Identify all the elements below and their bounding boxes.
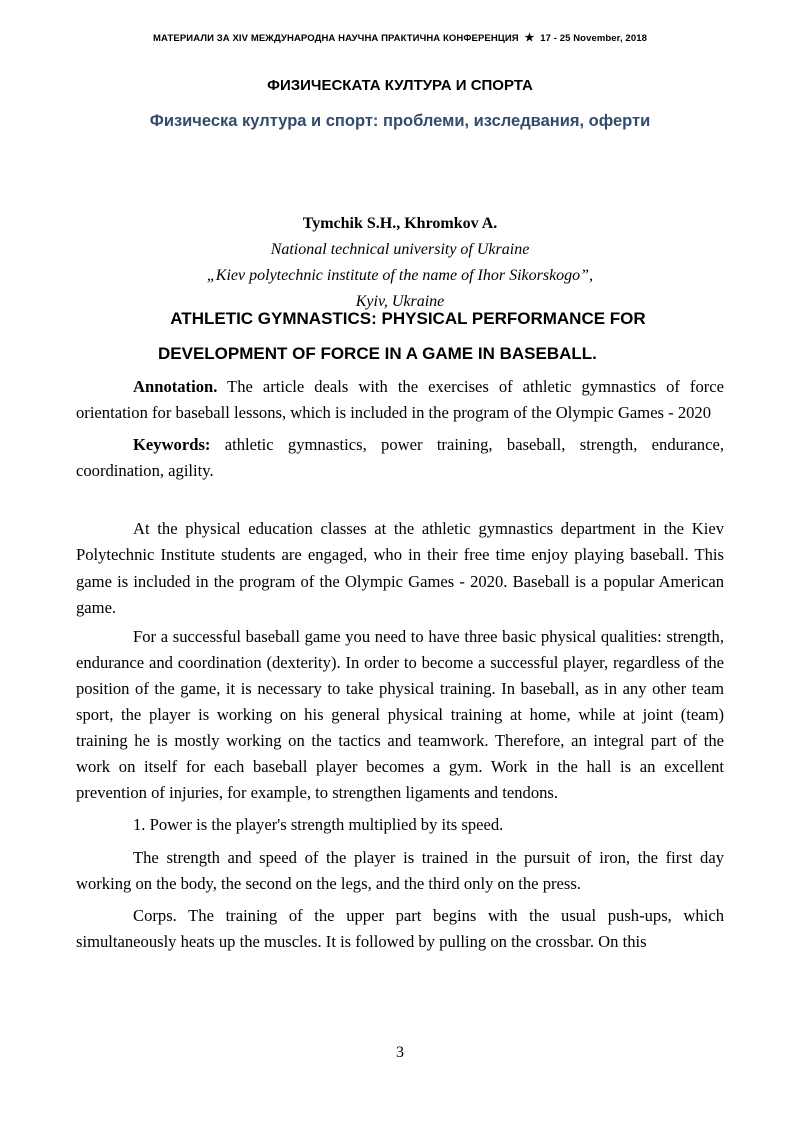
running-header	[0, 31, 800, 44]
paper-title-line-2: DEVELOPMENT OF FORCE IN A GAME IN BASEBALL.	[158, 344, 597, 363]
keywords-text: athletic gymnastics, power training, baseball, strength, endurance, coordination, agility.	[76, 435, 724, 481]
page-number: 3	[396, 1044, 404, 1061]
annotation-label: Annotation.	[133, 377, 218, 396]
body-paragraph-4: The strength and speed of the player is trained in the pursuit of iron, the first day working on the body, the second on the legs, and the third only on the press.	[76, 847, 724, 893]
section-subtitle: Физическа култура и спорт: проблеми, изследвания, оферти	[149, 112, 651, 130]
affiliation-line-1: National technical university of Ukraine	[270, 241, 530, 258]
article-body	[76, 374, 724, 955]
section-title: ФИЗИЧЕСКАТА КУЛТУРА И СПОРТА	[267, 77, 533, 94]
body-paragraph-1: At the physical education classes at the athletic gymnastics department in the Kiev Polytechnic Institute students are engaged, who in their free time enjoy playing baseball. This game is included in the program of the Olympic Games - 2020. Baseball is a popular American game.	[76, 519, 724, 617]
author-names: Tymchik S.H., Khromkov A.	[302, 215, 498, 232]
body-paragraph-3: 1. Power is the player's strength multiplied by its speed.	[133, 815, 504, 835]
conference-dates: 17 - 25 November, 2018	[540, 33, 647, 44]
author-block	[0, 211, 800, 315]
conference-name: МАТЕРИАЛИ ЗА XIV МЕЖДУНАРОДНА НАУЧНА ПРАКТИЧНА КОНФЕРЕНЦИЯ	[153, 33, 519, 44]
star-icon: ★	[524, 32, 535, 44]
body-paragraph-5: Corps. The training of the upper part begins with the usual push-ups, which simultaneously heats up the muscles. It is followed by pulling on the crossbar. On this	[76, 905, 724, 951]
body-paragraph-2: For a successful baseball game you need to have three basic physical qualities: strength, endurance and coordination (dexterity). In order to become a successful player, regardless of the position of the game, it is necessary to take physical training. In baseball, as in any other team sport, the player is working on his general physical training at home, while at joint (team) training he is mostly working on the tactics and teamwork. Therefore, an integral part of the work on itself for each baseball player becomes a gym. Work in the hall is an excellent prevention of injuries, for example, to strengthen ligaments and tendons.	[76, 626, 724, 803]
keywords-label: Keywords:	[133, 435, 211, 455]
annotation-text: The article deals with the exercises of athletic gymnastics of force orientation for baseball lessons, which is included in the program of the Olympic Games - 2020	[76, 377, 724, 423]
affiliation-line-2: „Kiev polytechnic institute of the name of Ihor Sikorskogo”,	[206, 267, 594, 284]
paper-title-line-1: ATHLETIC GYMNASTICS: PHYSICAL PERFORMANCE FOR	[170, 309, 646, 328]
annotation-paragraph	[76, 374, 724, 426]
keywords-paragraph	[76, 432, 724, 484]
affiliation-line-3: Kyiv, Ukraine	[355, 293, 445, 310]
